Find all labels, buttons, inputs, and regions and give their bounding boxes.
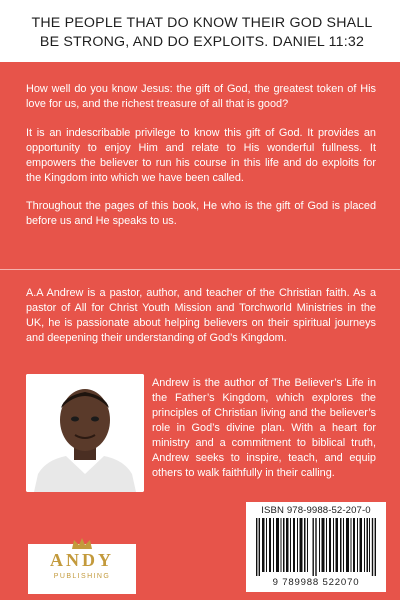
section-divider bbox=[0, 269, 400, 270]
crown-icon bbox=[70, 538, 94, 550]
author-bio-paragraph-1: A.A Andrew is a pastor, author, and teacher of the Christian faith. As a pastor of All for Christ Youth Mission and Torchworld Ministries in the UK, he is passionate about helping believers on their spiritual journeys and deepening their understanding of God’s Kingdom. bbox=[26, 287, 376, 344]
isbn-label: ISBN 978-9988-52-207-0 bbox=[261, 505, 371, 516]
publisher-name: ANDY bbox=[50, 550, 114, 570]
cover-quote: THE PEOPLE THAT DO KNOW THEIR GOD SHALL BE STRONG, AND DO EXPLOITS. DANIEL 11:32 bbox=[31, 15, 373, 50]
author-bio-paragraph-2: Andrew is the author of The Believer’s Life in the Father’s Kingdom, which explores the principles of Christian living and the believer’s role in God’s divine plan. With a heart for ministry and a commitment to biblical truth, Andrew seeks to inspire, teach, and equip others to walk faithfully in their calling. bbox=[152, 377, 376, 479]
author-photo bbox=[26, 374, 144, 492]
header-band bbox=[0, 0, 400, 62]
description-paragraph-3: Throughout the pages of this book, He who is the gift of God is placed before us and He speaks to us. bbox=[26, 200, 376, 227]
author-portrait-icon bbox=[26, 374, 144, 492]
barcode-icon bbox=[256, 518, 376, 576]
description-paragraph-2: It is an indescribable privilege to know this gift of God. It provides an opportunity to enjoy Him and relate to His wonderful fullness. It empowers the believer to run his course in this life and do exploits for the Kingdom into which we have been called. bbox=[26, 127, 376, 184]
publisher-logo bbox=[28, 544, 136, 594]
barcode-digits: 9 789988 522070 bbox=[272, 577, 360, 588]
description-paragraph-1: How well do you know Jesus: the gift of God, the greatest token of His love for us, and the richest treasure of all that is good? bbox=[26, 83, 376, 110]
isbn-barcode bbox=[246, 502, 386, 592]
publisher-tagline: PUBLISHING bbox=[53, 573, 111, 580]
